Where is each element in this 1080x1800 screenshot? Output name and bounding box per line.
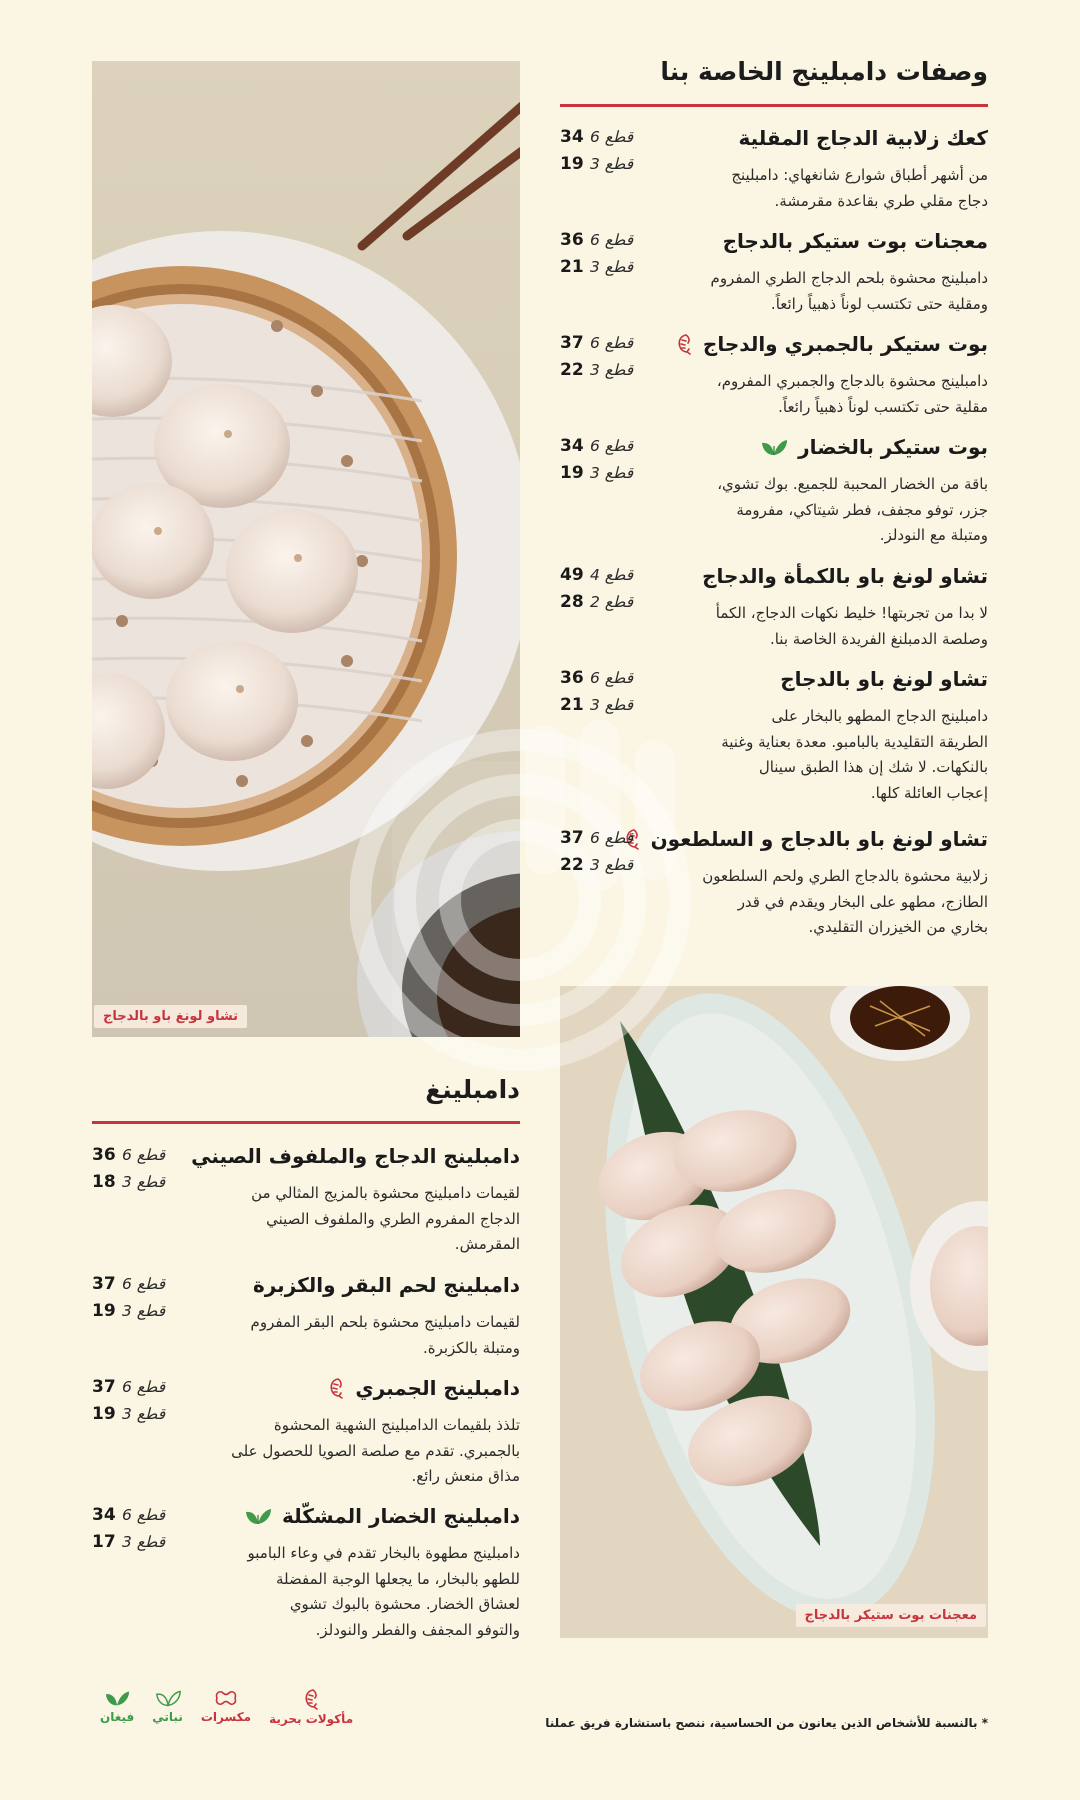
menu-item-prices [92, 1502, 172, 1556]
price-large: 37 [560, 828, 584, 848]
qty-large: 6 قطع [590, 437, 634, 455]
menu-item-name: تشاو لونغ باو بالدجاج [780, 667, 988, 691]
menu-item-description: دامبلينج محشوة بالدجاج والجمبري المفروم، مقلية حتى تكتسب لوناً ذهبياً رائعاً. [716, 372, 988, 416]
qty-small: 3 قطع [590, 155, 634, 173]
price-large: 49 [560, 565, 584, 585]
qty-large: 6 قطع [122, 1378, 166, 1396]
menu-item-name: بوت ستيكر بالخضار [798, 435, 988, 459]
menu-item-description: زلابية محشوة بالدجاج الطري ولحم السلطعون الطازج، مطهو على البخار ويقدم في قدر بخاري من الخيزران التقليدي. [702, 867, 988, 936]
menu-item [560, 562, 988, 665]
allergen-legend [100, 1688, 353, 1726]
legend-nuts [201, 1688, 251, 1726]
qty-small: 3 قطع [122, 1533, 166, 1551]
qty-small: 3 قطع [590, 464, 634, 482]
menu-item [560, 124, 988, 227]
dumplings-section-title: دامبلينغ [425, 1075, 520, 1104]
menu-item-name: دامبلينج الخضار المشكّلة [281, 1504, 520, 1528]
qty-small: 3 قطع [122, 1405, 166, 1423]
menu-item-prices [560, 562, 640, 616]
price-small: 19 [92, 1404, 116, 1424]
price-small: 18 [92, 1172, 116, 1192]
menu-item-name: دامبلينج الدجاج والملفوف الصيني [191, 1144, 520, 1168]
menu-item [560, 330, 988, 433]
menu-item [560, 433, 988, 562]
bottom-photo-caption: معجنات بوت ستيكر بالدجاج [796, 1604, 987, 1627]
menu-item-description: دامبلينج الدجاج المطهو بالبخار على الطريقة التقليدية بالبامبو. معدة بعناية وغنية بالنكهات. لا شك إن هذا الطبق سينال إعجاب العائلة كلها. [721, 707, 988, 802]
menu-item-description: لقيمات دامبلينج محشوة بلحم البقر المفروم ومتبلة بالكزبرة. [250, 1313, 520, 1357]
menu-item-prices [560, 665, 640, 719]
menu-item-name: بوت ستيكر بالجمبري والدجاج [702, 332, 988, 356]
qty-large: 6 قطع [122, 1506, 166, 1524]
menu-item-description: دامبلينج محشوة بلحم الدجاج الطري المفروم ومقلية حتى تكتسب لوناً ذهبياً رائعاً. [710, 269, 988, 313]
legend-label: مأكولات بحرية [269, 1712, 354, 1726]
vegan-icon [104, 1688, 130, 1708]
price-large: 34 [92, 1505, 116, 1525]
menu-item-name: دامبلينج الجمبري [355, 1376, 520, 1400]
menu-item-prices [560, 330, 640, 384]
price-large: 34 [560, 436, 584, 456]
price-small: 17 [92, 1532, 116, 1552]
legend-label: نباتي [152, 1710, 183, 1724]
menu-item-description: من أشهر أطباق شوارع شانغهاي: دامبلينج دجاج مقلي طري بقاعدة مقرمشة. [731, 166, 988, 210]
qty-small: 3 قطع [590, 696, 634, 714]
qty-large: 6 قطع [590, 334, 634, 352]
menu-item-prices [92, 1374, 172, 1428]
menu-item-prices [560, 433, 640, 487]
legend-label: مكسرات [200, 1710, 252, 1724]
menu-item [92, 1502, 520, 1639]
menu-item-name: تشاو لونغ باو بالكمأة والدجاج [702, 564, 988, 588]
menu-item-name: معجنات بوت ستيكر بالدجاج [722, 229, 988, 253]
price-small: 19 [560, 154, 584, 174]
allergy-footnote: * بالنسبة للأشخاص الذين يعانون من الحساسية، ننصح باستشارة فريق عملنا [545, 1716, 988, 1730]
price-large: 34 [560, 127, 584, 147]
menu-item-prices [560, 124, 640, 178]
price-small: 22 [560, 360, 584, 380]
menu-item-prices [92, 1142, 172, 1196]
qty-large: 6 قطع [590, 231, 634, 249]
menu-item [92, 1142, 520, 1271]
qty-large: 4 قطع [590, 566, 634, 584]
menu-item-description: لقيمات دامبلينج محشوة بالمزيج المثالي من الدجاج المفروم الطري والملفوف الصيني المقرمش. [251, 1184, 520, 1253]
vegetarian-icon [155, 1688, 181, 1708]
vegan-icon [760, 437, 788, 457]
qty-small: 3 قطع [590, 856, 634, 874]
price-small: 22 [560, 855, 584, 875]
menu-item [560, 227, 988, 330]
seafood-icon [302, 1688, 320, 1710]
legend-vegetarian [152, 1688, 183, 1726]
menu-item-description: تلذذ بلقيمات الدامبلينج الشهية المحشوة بالجمبري. تقدم مع صلصة الصويا للحصول على مذاق منعش رائع. [231, 1416, 520, 1485]
top-photo-caption: تشاو لونغ باو بالدجاج [94, 1005, 247, 1028]
menu-item-description: دامبلينج مطهوة بالبخار تقدم في وعاء البامبو للطهو بالبخار، ما يجعلها الوجبة المفضلة لعشاق الخضار. محشوة بالبوك تشوي والتوفو المجفف والفطر والنودلز. [247, 1544, 520, 1639]
qty-large: 6 قطع [590, 669, 634, 687]
price-small: 19 [92, 1301, 116, 1321]
qty-small: 3 قطع [122, 1173, 166, 1191]
menu-item-name: كعك زلابية الدجاج المقلية [738, 126, 988, 150]
price-large: 37 [92, 1274, 116, 1294]
price-small: 21 [560, 695, 584, 715]
qty-large: 6 قطع [122, 1275, 166, 1293]
qty-small: 2 قطع [590, 593, 634, 611]
legend-label: فيغان [100, 1710, 135, 1724]
menu-item-prices [92, 1271, 172, 1325]
price-large: 37 [560, 333, 584, 353]
qty-large: 6 قطع [122, 1146, 166, 1164]
seafood-icon [675, 333, 693, 355]
qty-small: 3 قطع [590, 361, 634, 379]
peanut-icon [213, 1688, 239, 1708]
vegan-icon [244, 1506, 272, 1526]
legend-seafood [269, 1688, 353, 1726]
price-large: 37 [92, 1377, 116, 1397]
legend-vegan [100, 1688, 134, 1726]
menu-item-prices [560, 825, 640, 879]
menu-item-prices [560, 227, 640, 281]
price-small: 28 [560, 592, 584, 612]
menu-item [92, 1271, 520, 1374]
price-large: 36 [560, 668, 584, 688]
qty-large: 6 قطع [590, 829, 634, 847]
qty-large: 6 قطع [590, 128, 634, 146]
qty-small: 3 قطع [122, 1302, 166, 1320]
price-large: 36 [92, 1145, 116, 1165]
menu-item-description: باقة من الخضار المحببة للجميع. بوك تشوي، جزر، توفو مجفف، فطر شيتاكي، مفرومة ومتبلة مع النودلز. [717, 475, 988, 544]
menu-item [560, 665, 988, 825]
menu-item [92, 1374, 520, 1502]
price-large: 36 [560, 230, 584, 250]
dumplings-menu-list [92, 1142, 520, 1639]
signature-menu-list [560, 124, 988, 955]
price-small: 19 [560, 463, 584, 483]
menu-item [560, 825, 988, 955]
dumplings-title-rule [92, 1121, 520, 1124]
signature-section-title: وصفات دامبلينج الخاصة بنا [660, 57, 988, 86]
qty-small: 3 قطع [590, 258, 634, 276]
menu-item-name: تشاو لونغ باو بالدجاج و السلطعون [650, 827, 988, 851]
menu-item-description: لا بدا من تجربتها! خليط نكهات الدجاج، الكمأ وصلصة الدمبلنغ الفريدة الخاصة بنا. [715, 604, 988, 648]
menu-item-name: دامبلينج لحم البقر والكزبرة [252, 1273, 520, 1297]
signature-title-rule [560, 104, 988, 107]
seafood-icon [327, 1377, 345, 1399]
pot-sticker-photo [560, 986, 988, 1638]
price-small: 21 [560, 257, 584, 277]
